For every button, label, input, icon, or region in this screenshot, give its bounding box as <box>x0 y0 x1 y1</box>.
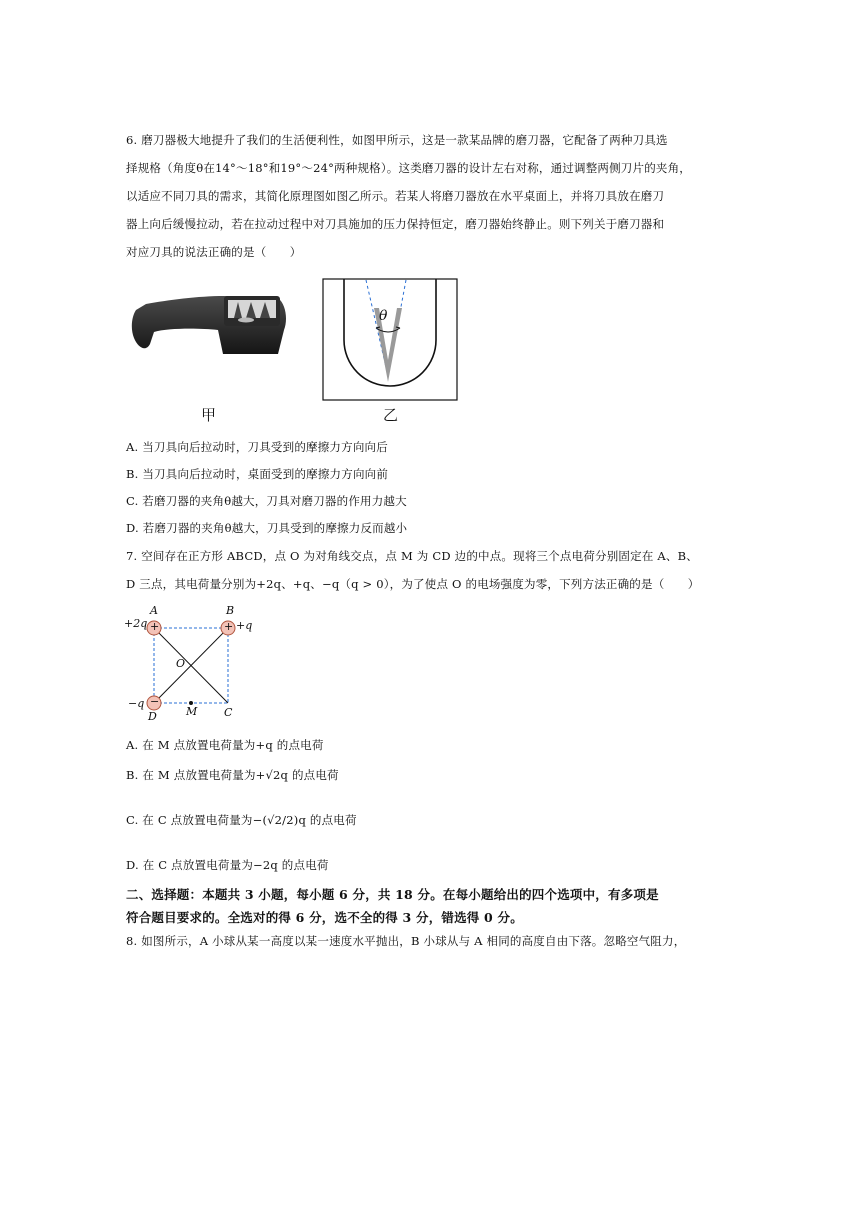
sharpener-schematic <box>322 278 458 402</box>
q6-line-1: 6. 磨刀器极大地提升了我们的生活便利性，如图甲所示，这是一款某品牌的磨刀器，它配备了两种刀具选 <box>126 133 668 147</box>
q7-line-1: 7. 空间存在正方形 ABCD，点 O 为对角线交点，点 M 为 CD 边的中点。现将三个点电荷分别固定在 A、B、 <box>126 549 698 563</box>
label-m: M <box>186 705 198 718</box>
sharpener-image <box>128 290 293 360</box>
q6-option-c: C. 若磨刀器的夹角θ越大，刀具对磨刀器的作用力越大 <box>126 494 407 508</box>
q6-line-2: 择规格（角度θ在14°～18°和19°～24°两种规格）。这类磨刀器的设计左右对称，通过调整两侧刀片的夹角， <box>126 161 692 175</box>
q8-line-1: 8. 如图所示，A 小球从某一高度以某一速度水平抛出，B 小球从与 A 相同的高度自由下落。忽略空气阻力， <box>126 934 686 948</box>
charge-d-label: −q <box>128 697 145 710</box>
charge-a-label: +2q <box>124 617 148 630</box>
q6-line-3: 以适应不同刀具的需求，其简化原理图如图乙所示。若某人将磨刀器放在水平桌面上，并将刀具放在磨刀 <box>126 189 665 203</box>
q6-option-d: D. 若磨刀器的夹角θ越大，刀具受到的摩擦力反而越小 <box>126 521 408 535</box>
q7-line-2: D 三点，其电荷量分别为+2q、+q、−q（q > 0），为了使点 O 的电场强度为零，下列方法正确的是（ ） <box>126 577 700 591</box>
label-o: O <box>176 657 186 670</box>
label-c: C <box>224 706 233 719</box>
fig-yi-caption: 乙 <box>383 406 399 424</box>
theta-label: θ <box>379 308 388 324</box>
section2-line-1: 二、选择题：本题共 3 小题，每小题 6 分，共 18 分。在每小题给出的四个选项中，有多项是 <box>126 887 659 902</box>
q7-option-a: A. 在 M 点放置电荷量为+q 的点电荷 <box>126 738 324 752</box>
charge-b-label: +q <box>236 619 253 632</box>
label-a: A <box>150 604 158 617</box>
q7-option-b: B. 在 M 点放置电荷量为+√2q 的点电荷 <box>126 768 339 782</box>
minus-sign-d: − <box>150 695 160 708</box>
q6-line-4: 器上向后缓慢拉动，若在拉动过程中对刀具施加的压力保持恒定，磨刀器始终静止。则下列关于磨刀器和 <box>126 217 665 231</box>
section2-line-2: 符合题目要求的。全选对的得 6 分，选不全的得 3 分，错选得 0 分。 <box>126 910 523 925</box>
q6-line-5: 对应刀具的说法正确的是（ ） <box>126 245 302 259</box>
q6-option-b: B. 当刀具向后拉动时，桌面受到的摩擦力方向向前 <box>126 467 389 481</box>
fig-jia-caption: 甲 <box>201 406 217 424</box>
label-b: B <box>226 604 235 617</box>
plus-sign-a: + <box>150 620 160 633</box>
q7-option-d: D. 在 C 点放置电荷量为−2q 的点电荷 <box>126 858 329 872</box>
plus-sign-b: + <box>224 620 234 633</box>
label-d: D <box>148 710 157 723</box>
q7-option-c: C. 在 C 点放置电荷量为−(√2/2)q 的点电荷 <box>126 813 357 827</box>
q6-option-a: A. 当刀具向后拉动时，刀具受到的摩擦力方向向后 <box>126 440 388 454</box>
